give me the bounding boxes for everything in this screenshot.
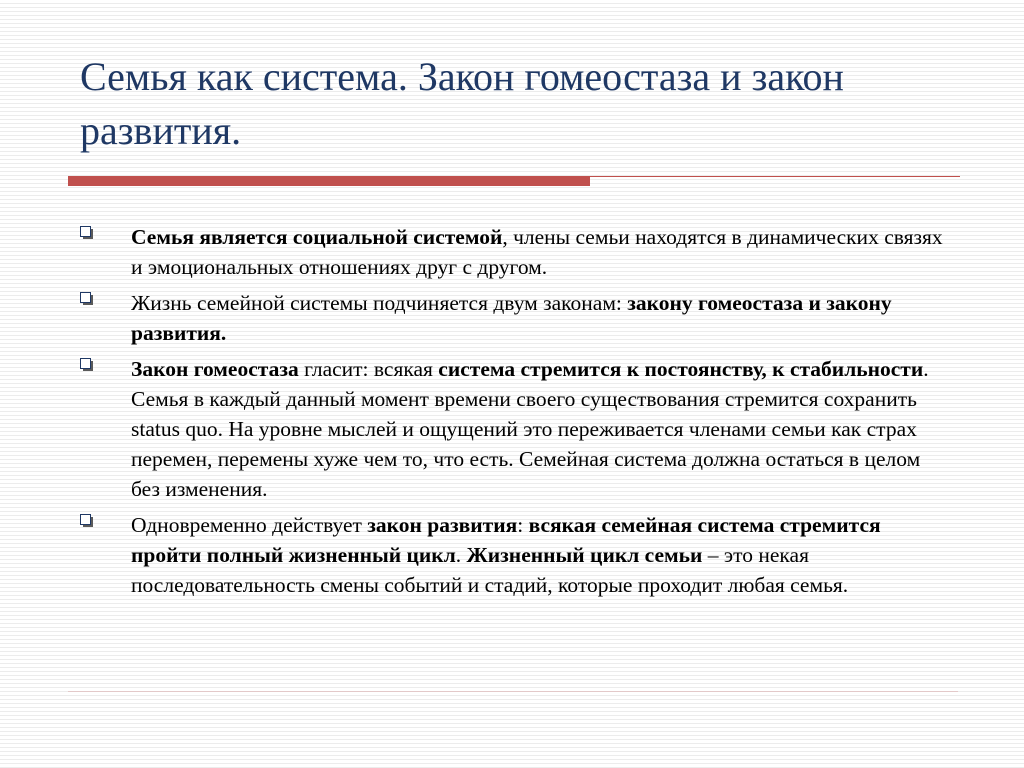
bullet-text-normal: Жизнь семейной системы подчиняется двум законам:: [131, 291, 628, 315]
bullet-text-normal: – это некая последовательность смены событий и стадий, которые проходит любая семья.: [131, 543, 849, 597]
bullet-text-normal: гласит: всякая: [298, 357, 439, 381]
bullet-item: [80, 222, 950, 282]
bullet-item: [80, 354, 950, 504]
bullet-text-bold: система стремится к постоянству, к стабильности: [438, 357, 924, 381]
bullet-text-bold: Закон гомеостаза: [131, 357, 299, 381]
title-underline-accent: [68, 176, 590, 186]
bullet-text: [131, 225, 943, 279]
title-underline-thin: [590, 176, 960, 177]
bullet-item: [80, 510, 950, 600]
slide-title: Семья как система. Закон гомеостаза и закон развития.: [80, 54, 844, 153]
bullet-text-normal: :: [517, 513, 529, 537]
bullet-text: [131, 513, 881, 597]
hollow-square-bullet-icon: [80, 226, 93, 239]
hollow-square-bullet-icon: [80, 514, 93, 527]
bullet-item: [80, 288, 950, 348]
hollow-square-bullet-icon: [80, 358, 93, 371]
bullet-text: [131, 357, 929, 501]
bullet-text-normal: . Семья в каждый данный момент времени своего существования стремится сохранить status quo. На уровне мыслей и ощущений это переживается членами семьи как страх перемен, перемены хуже чем то, что есть. Семейная система должна остаться в целом без изменения.: [131, 357, 929, 501]
bullet-text-bold: закон развития: [367, 513, 518, 537]
bullet-text: [131, 291, 892, 345]
bullet-text-bold: закону гомеостаза и закону развития.: [131, 291, 892, 345]
bullet-text-bold: Жизненный цикл семьи: [466, 543, 703, 567]
bullet-list: [80, 222, 950, 606]
bullet-text-bold: всякая семейная система стремится пройти полный жизненный цикл: [131, 513, 881, 567]
bullet-text-normal: .: [455, 543, 467, 567]
footer-divider: [68, 691, 958, 692]
bullet-text-normal: , члены семьи находятся в динамических связях и эмоциональных отношениях друг с другом.: [131, 225, 943, 279]
hollow-square-bullet-icon: [80, 292, 93, 305]
bullet-text-bold: Семья является социальной системой: [131, 225, 503, 249]
bullet-text-normal: Одновременно действует: [131, 513, 368, 537]
